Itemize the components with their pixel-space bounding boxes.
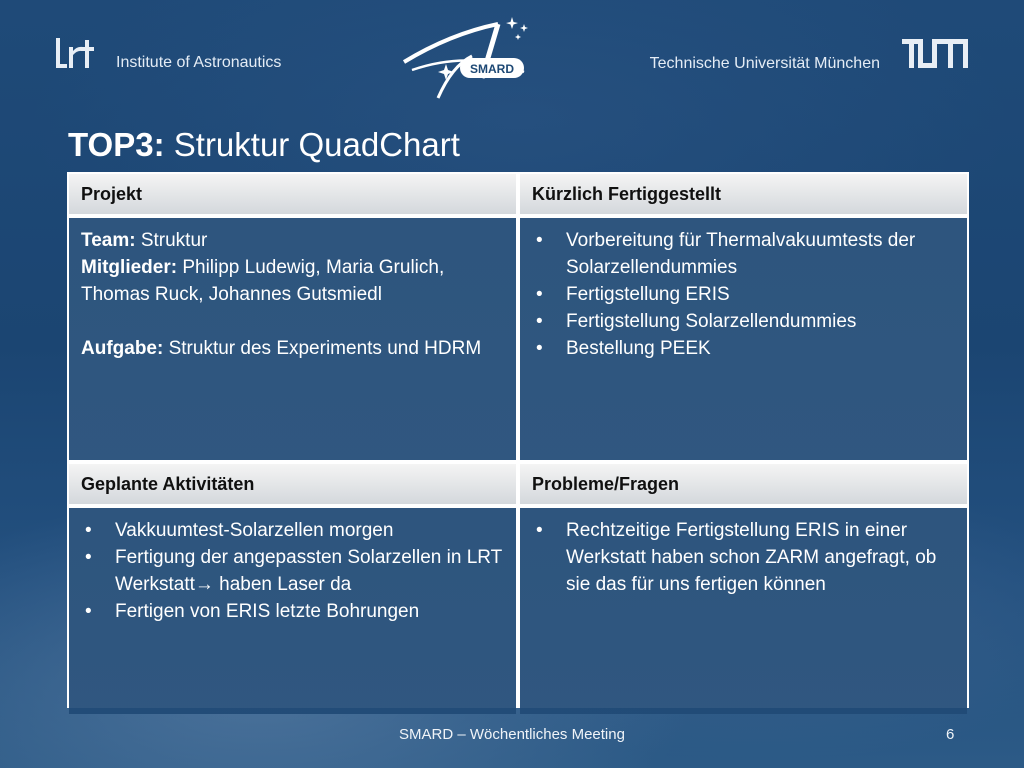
probleme-header: Probleme/Fragen (520, 464, 967, 504)
geplant-body (69, 508, 516, 714)
list-item: • Rechtzeitige Fertigstellung ERIS in einer Werkstatt haben schon ZARM angefragt, ob sie das für uns fertigen können (532, 517, 955, 598)
institute-name: Institute of Astronautics (116, 54, 282, 71)
lrt-logo (55, 36, 95, 70)
list-item: • Bestellung PEEK (532, 335, 955, 362)
list-item: • Fertigstellung ERIS (532, 281, 955, 308)
task-label: Aufgabe: (81, 338, 164, 359)
quad-chart (67, 172, 969, 708)
smard-logo (400, 12, 536, 108)
university-name: Technische Universität München (649, 55, 880, 72)
task-line (81, 335, 504, 362)
geplant-list (81, 517, 504, 625)
kuerzlich-header: Kürzlich Fertiggestellt (520, 174, 967, 214)
slide-title (68, 126, 460, 164)
task-value: Struktur des Experiments und HDRM (163, 338, 482, 359)
page-number: 6 (946, 726, 955, 743)
projekt-header: Projekt (69, 174, 516, 214)
kuerzlich-list (532, 227, 955, 362)
members-line (81, 254, 504, 308)
team-label: Team: (81, 230, 136, 251)
geplant-header: Geplante Aktivitäten (69, 464, 516, 504)
members-value: Philipp Ludewig, Maria Grulich, Thomas Ruck, Johannes Gutsmiedl (81, 257, 445, 305)
list-item: • Vakkuumtest-Solarzellen morgen (81, 517, 504, 544)
tum-logo (902, 36, 968, 70)
list-item: • Fertigung der angepassten Solarzellen in LRT Werkstatt→ haben Laser da (81, 544, 504, 598)
slide-title-rest: Struktur QuadChart (164, 126, 460, 163)
team-line (81, 227, 504, 254)
list-item: • Vorbereitung für Thermalvakuumtests der Solarzellendummies (532, 227, 955, 281)
probleme-list (532, 517, 955, 598)
probleme-body (520, 508, 967, 714)
members-label: Mitglieder: (81, 257, 178, 278)
team-value: Struktur (135, 230, 208, 251)
list-item: • Fertigstellung Solarzellendummies (532, 308, 955, 335)
kuerzlich-body (520, 218, 967, 460)
slide-title-bold: TOP3: (68, 126, 165, 163)
footer-text: SMARD – Wöchentliches Meeting (399, 726, 625, 743)
list-item: • Fertigen von ERIS letzte Bohrungen (81, 598, 504, 625)
projekt-body (69, 218, 516, 460)
slide-header (0, 0, 1024, 108)
smard-logo-text: SMARD (470, 62, 514, 76)
